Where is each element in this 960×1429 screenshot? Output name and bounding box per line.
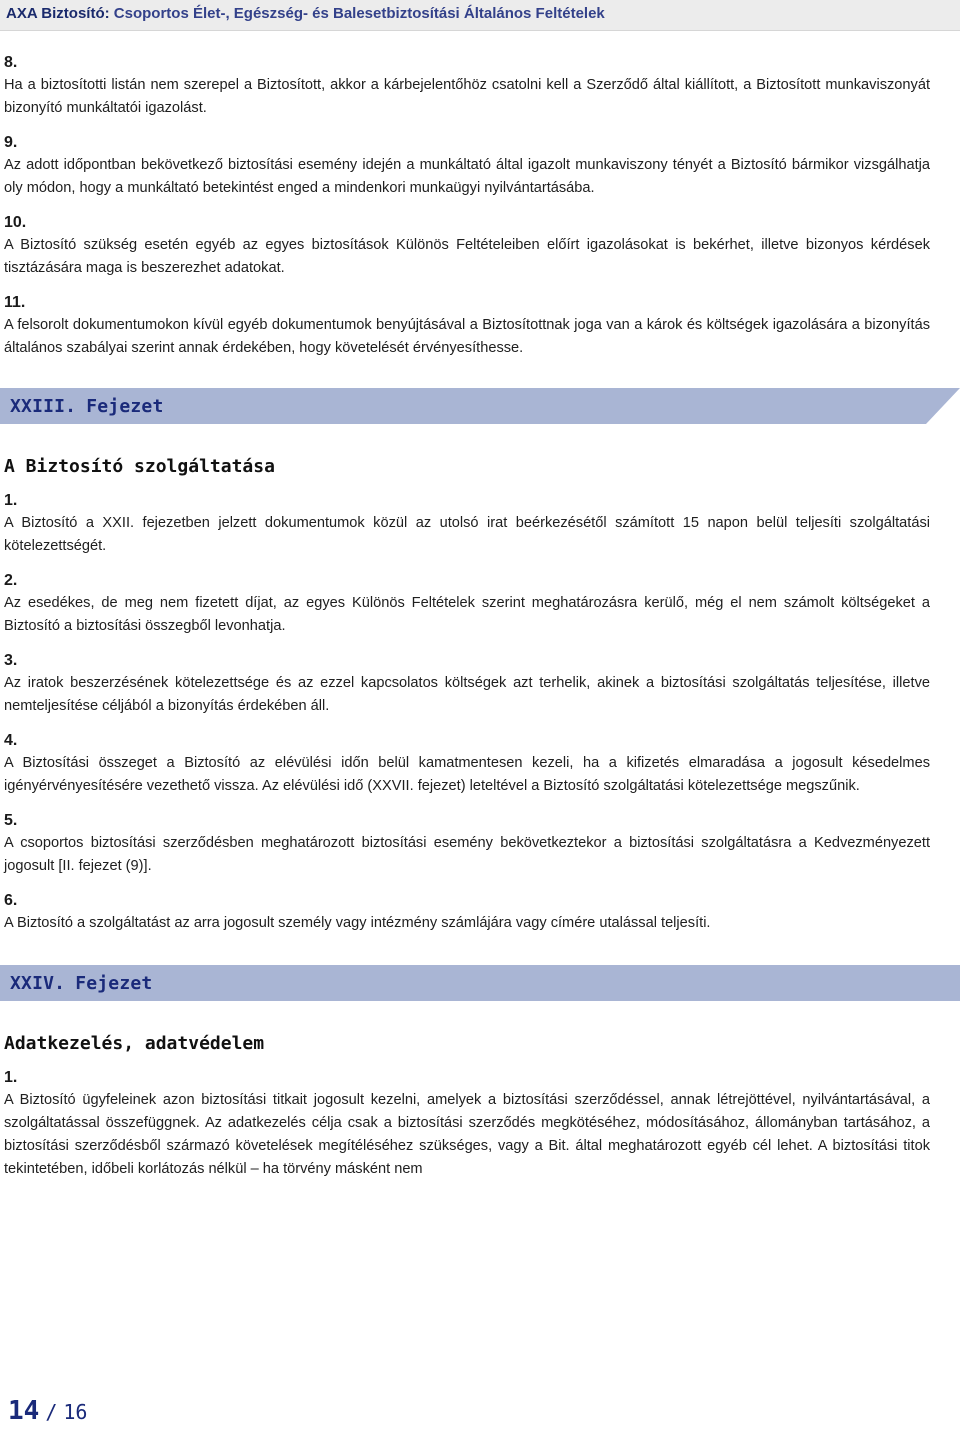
section-text: Az adott időpontban bekövetkező biztosítási esemény idején a munkáltató által igazolt munkaviszony tényét a Biztosító bármikor vizsgálhatja oly módon, hogy a munkáltató betekintést enged a mindenkori munkaügyi nyilvántartásába.: [4, 157, 930, 196]
section-text: A Biztosító a szolgáltatást az arra jogosult személy vagy intézmény számlájára vagy címére utalással teljesíti.: [4, 915, 711, 931]
chapter-number: XXIII.: [10, 396, 77, 417]
page-indicator: [8, 1396, 87, 1426]
section-item: [4, 132, 930, 200]
section-text: A Biztosító ügyfeleinek azon biztosítási titkait jogosult kezelni, amelyek a biztosítási szerződéssel, annak létrejöttével, nyilvántartásával, a szolgáltatással összefüggnek. Az adatkezelés célja csak a biztosítási szerződés megkötéséhez, módosításához, állományban tartásához, a biztosítási szerződésből származó követelések megítéléséhez szükséges, vagy a Bit. által meghatározott egyéb cél lehet. A biztosítási titok tekintetében, időbeli korlátozás nélkül – ha törvény másként nem: [4, 1092, 930, 1177]
section-text: A Biztosító szükség esetén egyéb az egyes biztosítások Különös Feltételeiben előírt igazolásokat is bekérhet, illetve bizonyos kérdések tisztázására maga is beszerezhet adatokat.: [4, 237, 930, 276]
document-header: [0, 0, 960, 31]
section-number: 1.: [4, 492, 18, 509]
document-title-rest: Csoportos Élet-, Egészség- és Balesetbiztosítási Általános Feltételek: [113, 5, 605, 22]
total-page-count: 16: [63, 1400, 88, 1424]
section-number: 1.: [4, 1069, 18, 1086]
section-number: 2.: [4, 572, 18, 589]
section-item: [4, 52, 930, 120]
chapter-title: Adatkezelés, adatvédelem: [4, 1033, 265, 1054]
document-body: [4, 52, 930, 1193]
section-number: 8.: [4, 54, 18, 71]
section-number: 4.: [4, 732, 18, 749]
chapter-heading-bar: [0, 388, 930, 424]
section-text: Ha a biztosítotti listán nem szerepel a Biztosított, akkor a kárbejelentőhöz csatolni kell a Szerződő által kiállított, a Biztosított munkaviszonyát bizonyító munkáltatói igazolást.: [4, 77, 930, 116]
section-item: [4, 1067, 930, 1181]
section-item: [4, 810, 930, 878]
chapter-title: A Biztosító szolgáltatása: [4, 456, 275, 477]
chapter-word: Fejezet: [75, 973, 153, 994]
section-number: 9.: [4, 134, 18, 151]
chapter-word: Fejezet: [86, 396, 164, 417]
chapter-label: [10, 396, 164, 417]
chapter-heading-bar: [0, 965, 930, 1001]
chapter-label: [10, 973, 152, 994]
section-item: [4, 292, 930, 360]
page-separator: /: [45, 1400, 58, 1424]
section-item: [4, 212, 930, 280]
section-item: [4, 490, 930, 558]
section-text: Az iratok beszerzésének kötelezettsége és az ezzel kapcsolatos költségek azt terhelik, akinek a biztosítási szolgáltatás teljesítése, illetve nemteljesítése céljából a bizonyítás érdekében áll.: [4, 675, 930, 714]
section-text: A Biztosító a XXII. fejezetben jelzett dokumentumok közül az utolsó irat beérkezésétől számított 15 napon belül teljesíti szolgáltatási kötelezettségét.: [4, 515, 930, 554]
current-page-number: 14: [8, 1396, 40, 1426]
section-number: 6.: [4, 892, 18, 909]
section-item: [4, 730, 930, 798]
section-number: 3.: [4, 652, 18, 669]
section-number: 10.: [4, 214, 27, 231]
section-item: [4, 650, 930, 718]
section-item: [4, 890, 930, 935]
section-text: A Biztosítási összeget a Biztosító az elévülési időn belül kamatmentesen kezeli, ha a kifizetés elmaradása a jogosult késedelmes igényérvényesítésére vezethető vissza. Az elévülési idő (XXVII. fejezet) leteltével a Biztosító szolgáltatási kötelezettsége megszűnik.: [4, 755, 930, 794]
section-number: 11.: [4, 294, 26, 311]
document-title: [6, 5, 605, 22]
section-item: [4, 570, 930, 638]
chapter-number: XXIV.: [10, 973, 66, 994]
section-text: Az esedékes, de meg nem fizetett díjat, az egyes Különös Feltételek szerint meghatározásra kerülő, még el nem számolt költségeket a Biztosító a biztosítási összegből levonhatja.: [4, 595, 930, 634]
section-number: 5.: [4, 812, 18, 829]
section-text: A felsorolt dokumentumokon kívül egyéb dokumentumok benyújtásával a Biztosítottnak joga van a károk és költségek igazolására a bizonyítás általános szabályai szerint annak érdekében, hogy követelését érvényesíthesse.: [4, 317, 930, 356]
document-title-lead: AXA Biztosító:: [6, 5, 110, 22]
section-text: A csoportos biztosítási szerződésben meghatározott biztosítási esemény bekövetkeztekor a biztosítási szolgáltatásra a Kedvezményezett jogosult [II. fejezet (9)].: [4, 835, 930, 874]
